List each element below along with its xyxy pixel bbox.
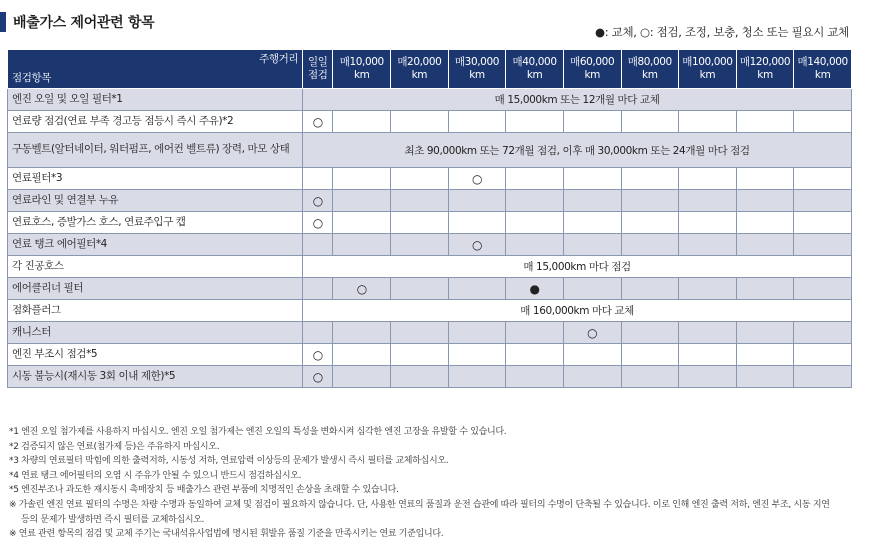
interval-text: 최초 90,000km 또는 72개월 점검, 이후 매 30,000km 또는 24개월 마다 점검	[303, 133, 852, 168]
interval-text: 매 15,000km 또는 12개월 마다 교체	[303, 89, 852, 111]
empty-cell	[333, 111, 391, 133]
column-header	[621, 50, 679, 89]
table-row	[8, 344, 852, 366]
table-row	[8, 300, 852, 322]
row-label: 구동벨트(알터네이터, 워터펌프, 에어컨 벨트류) 장력, 마모 상태	[8, 133, 303, 168]
empty-cell	[333, 190, 391, 212]
empty-cell	[391, 111, 449, 133]
inspect-mark: ○	[448, 168, 506, 190]
empty-cell	[303, 322, 333, 344]
empty-cell	[679, 278, 737, 300]
empty-cell	[391, 344, 449, 366]
empty-cell	[736, 322, 794, 344]
empty-cell	[303, 278, 333, 300]
empty-cell	[794, 344, 852, 366]
empty-cell	[736, 234, 794, 256]
column-header-line: km	[642, 69, 658, 81]
empty-cell	[506, 111, 564, 133]
interval-text: 매 15,000km 마다 점검	[303, 256, 852, 278]
footnote: ※ 가솔린 엔진 연료 필터의 수명은 차량 수명과 동일하여 교체 및 점검이 필요하지 않습니다. 단, 사용한 연료의 품질과 운전 습관에 따라 필터의 수명이 단축될 수 있습니다. 이로 인해 엔진 출력 저하, 엔진 부조, 시동 지연	[9, 499, 830, 510]
row-label: 연료호스, 증발가스 호스, 연료주입구 캡	[8, 212, 303, 234]
maintenance-table	[7, 49, 852, 388]
empty-cell	[333, 344, 391, 366]
empty-cell	[506, 212, 564, 234]
empty-cell	[736, 278, 794, 300]
column-header-line: 매20,000	[397, 55, 442, 68]
page-title: 배출가스 제어관련 항목	[13, 15, 155, 31]
empty-cell	[333, 366, 391, 388]
row-label: 점화플러그	[8, 300, 303, 322]
row-label: 연료라인 및 연결부 누유	[8, 190, 303, 212]
row-label: 시동 불능시(재시동 3회 이내 제한)*5	[8, 366, 303, 388]
inspect-mark: ○	[563, 322, 621, 344]
empty-cell	[621, 190, 679, 212]
empty-cell	[506, 190, 564, 212]
interval-text: 매 160,000km 마다 교체	[303, 300, 852, 322]
empty-cell	[333, 234, 391, 256]
empty-cell	[794, 168, 852, 190]
empty-cell	[736, 344, 794, 366]
replace-mark: ●	[506, 278, 564, 300]
empty-cell	[736, 111, 794, 133]
empty-cell	[506, 168, 564, 190]
column-header-line: 매120,000	[739, 55, 791, 68]
column-header-line: 매10,000	[339, 55, 384, 68]
empty-cell	[448, 322, 506, 344]
column-header-line: 매40,000	[512, 55, 557, 68]
column-header-line: 점검	[308, 69, 328, 81]
column-header-line: km	[584, 69, 600, 81]
empty-cell	[391, 278, 449, 300]
row-label: 에어클리너 필터	[8, 278, 303, 300]
empty-cell	[679, 168, 737, 190]
inspect-mark: ○	[303, 366, 333, 388]
footnote: *3 차량의 연료필터 막힘에 의한 출력저하, 시동성 저하, 연료압력 이상등의 문제가 발생시 즉시 필터를 교체하십시오.	[9, 456, 449, 467]
empty-cell	[679, 344, 737, 366]
column-header	[794, 50, 852, 89]
empty-cell	[736, 168, 794, 190]
header-corner	[8, 50, 303, 89]
empty-cell	[736, 212, 794, 234]
empty-cell	[563, 344, 621, 366]
column-header	[303, 50, 333, 89]
empty-cell	[448, 212, 506, 234]
empty-cell	[563, 366, 621, 388]
inspect-mark: ○	[303, 212, 333, 234]
empty-cell	[794, 322, 852, 344]
table-row	[8, 168, 852, 190]
column-header	[506, 50, 564, 89]
column-header	[333, 50, 391, 89]
footnote: 등의 문제가 발생하면 즉시 필터를 교체하십시오.	[21, 514, 205, 525]
footnote: ※ 연료 관련 항목의 점검 및 교체 주기는 국내석유사업법에 명시된 휘발유 품질 기준을 만족시키는 연료 기준입니다.	[9, 529, 444, 540]
column-header-line: km	[354, 69, 370, 81]
row-label: 연료필터*3	[8, 168, 303, 190]
empty-cell	[679, 111, 737, 133]
column-header-line: km	[411, 69, 428, 81]
empty-cell	[333, 168, 391, 190]
empty-cell	[621, 111, 679, 133]
empty-cell	[679, 366, 737, 388]
header-row	[8, 50, 852, 89]
column-header-line: 매60,000	[570, 55, 615, 68]
empty-cell	[563, 278, 621, 300]
legend-text: ●: 교체, ○: 점검, 조정, 보충, 청소 또는 필요시 교체	[595, 25, 849, 39]
empty-cell	[448, 344, 506, 366]
column-header-line: km	[469, 69, 485, 81]
empty-cell	[621, 344, 679, 366]
empty-cell	[391, 366, 449, 388]
empty-cell	[794, 111, 852, 133]
section-marker	[0, 12, 6, 32]
row-label: 연료량 점검(연료 부족 경고등 점등시 즉시 주유)*2	[8, 111, 303, 133]
table-row	[8, 111, 852, 133]
column-header	[679, 50, 737, 89]
footnotes	[9, 425, 861, 542]
item-label: 점검항목	[12, 71, 51, 84]
empty-cell	[563, 111, 621, 133]
column-header-line: 매30,000	[454, 55, 500, 68]
empty-cell	[333, 322, 391, 344]
empty-cell	[563, 190, 621, 212]
empty-cell	[391, 322, 449, 344]
column-header	[736, 50, 794, 89]
empty-cell	[679, 234, 737, 256]
empty-cell	[563, 234, 621, 256]
row-label: 엔진 오일 및 오일 필터*1	[8, 89, 303, 111]
table-row	[8, 89, 852, 111]
empty-cell	[736, 190, 794, 212]
empty-cell	[621, 168, 679, 190]
column-header-line: km	[757, 69, 773, 81]
empty-cell	[794, 212, 852, 234]
empty-cell	[563, 212, 621, 234]
table-row	[8, 234, 852, 256]
empty-cell	[333, 212, 391, 234]
inspect-mark: ○	[303, 344, 333, 366]
empty-cell	[391, 234, 449, 256]
empty-cell	[391, 212, 449, 234]
empty-cell	[621, 366, 679, 388]
empty-cell	[621, 322, 679, 344]
empty-cell	[679, 190, 737, 212]
column-header-line: km	[699, 69, 716, 81]
empty-cell	[391, 168, 449, 190]
empty-cell	[303, 234, 333, 256]
row-label: 각 진공호스	[8, 256, 303, 278]
empty-cell	[448, 111, 506, 133]
table-row	[8, 133, 852, 168]
empty-cell	[679, 322, 737, 344]
empty-cell	[679, 212, 737, 234]
row-label: 캐니스터	[8, 322, 303, 344]
inspect-mark: ○	[333, 278, 391, 300]
empty-cell	[448, 366, 506, 388]
empty-cell	[794, 234, 852, 256]
empty-cell	[448, 190, 506, 212]
column-header	[391, 50, 449, 89]
table-row	[8, 366, 852, 388]
row-label: 연료 탱크 에어필터*4	[8, 234, 303, 256]
empty-cell	[794, 366, 852, 388]
table-row	[8, 190, 852, 212]
footnote: *4 연료 탱크 에어필터의 오염 시 주유가 안될 수 있으니 반드시 점검하십시오.	[9, 470, 302, 481]
empty-cell	[621, 234, 679, 256]
column-header-line: 매140,000	[797, 55, 848, 68]
table-row	[8, 278, 852, 300]
footnote: *5 엔진부조나 과도한 재시동시 촉매장치 등 배출가스 관련 부품에 치명적인 손상을 초래할 수 있습니다.	[9, 485, 399, 496]
empty-cell	[794, 278, 852, 300]
column-header-line: 매100,000	[682, 55, 733, 68]
empty-cell	[303, 168, 333, 190]
empty-cell	[621, 278, 679, 300]
column-header-line: km	[526, 69, 543, 81]
empty-cell	[736, 366, 794, 388]
empty-cell	[794, 190, 852, 212]
column-header-line: 일일	[308, 55, 328, 68]
inspect-mark: ○	[303, 111, 333, 133]
empty-cell	[448, 278, 506, 300]
column-header-line: 매80,000	[627, 55, 672, 68]
empty-cell	[506, 234, 564, 256]
empty-cell	[621, 212, 679, 234]
empty-cell	[506, 344, 564, 366]
empty-cell	[506, 322, 564, 344]
table-row	[8, 212, 852, 234]
column-header-line: km	[814, 69, 831, 81]
empty-cell	[506, 366, 564, 388]
row-label: 엔진 부조시 점검*5	[8, 344, 303, 366]
footnote: *1 엔진 오일 첨가제를 사용하지 마십시오. 엔진 오일 첨가제는 엔진 오일의 특성을 변화시켜 심각한 엔진 고장을 유발할 수 있습니다.	[9, 427, 507, 437]
distance-label: 주행거리	[259, 53, 299, 65]
table-row	[8, 256, 852, 278]
inspect-mark: ○	[303, 190, 333, 212]
footnote: *2 검증되지 않은 연료(첨가제 등)은 주유하지 마십시오.	[9, 441, 220, 452]
inspect-mark: ○	[448, 234, 506, 256]
column-header	[563, 50, 621, 89]
empty-cell	[391, 190, 449, 212]
column-header	[448, 50, 506, 89]
table-row	[8, 322, 852, 344]
empty-cell	[563, 168, 621, 190]
